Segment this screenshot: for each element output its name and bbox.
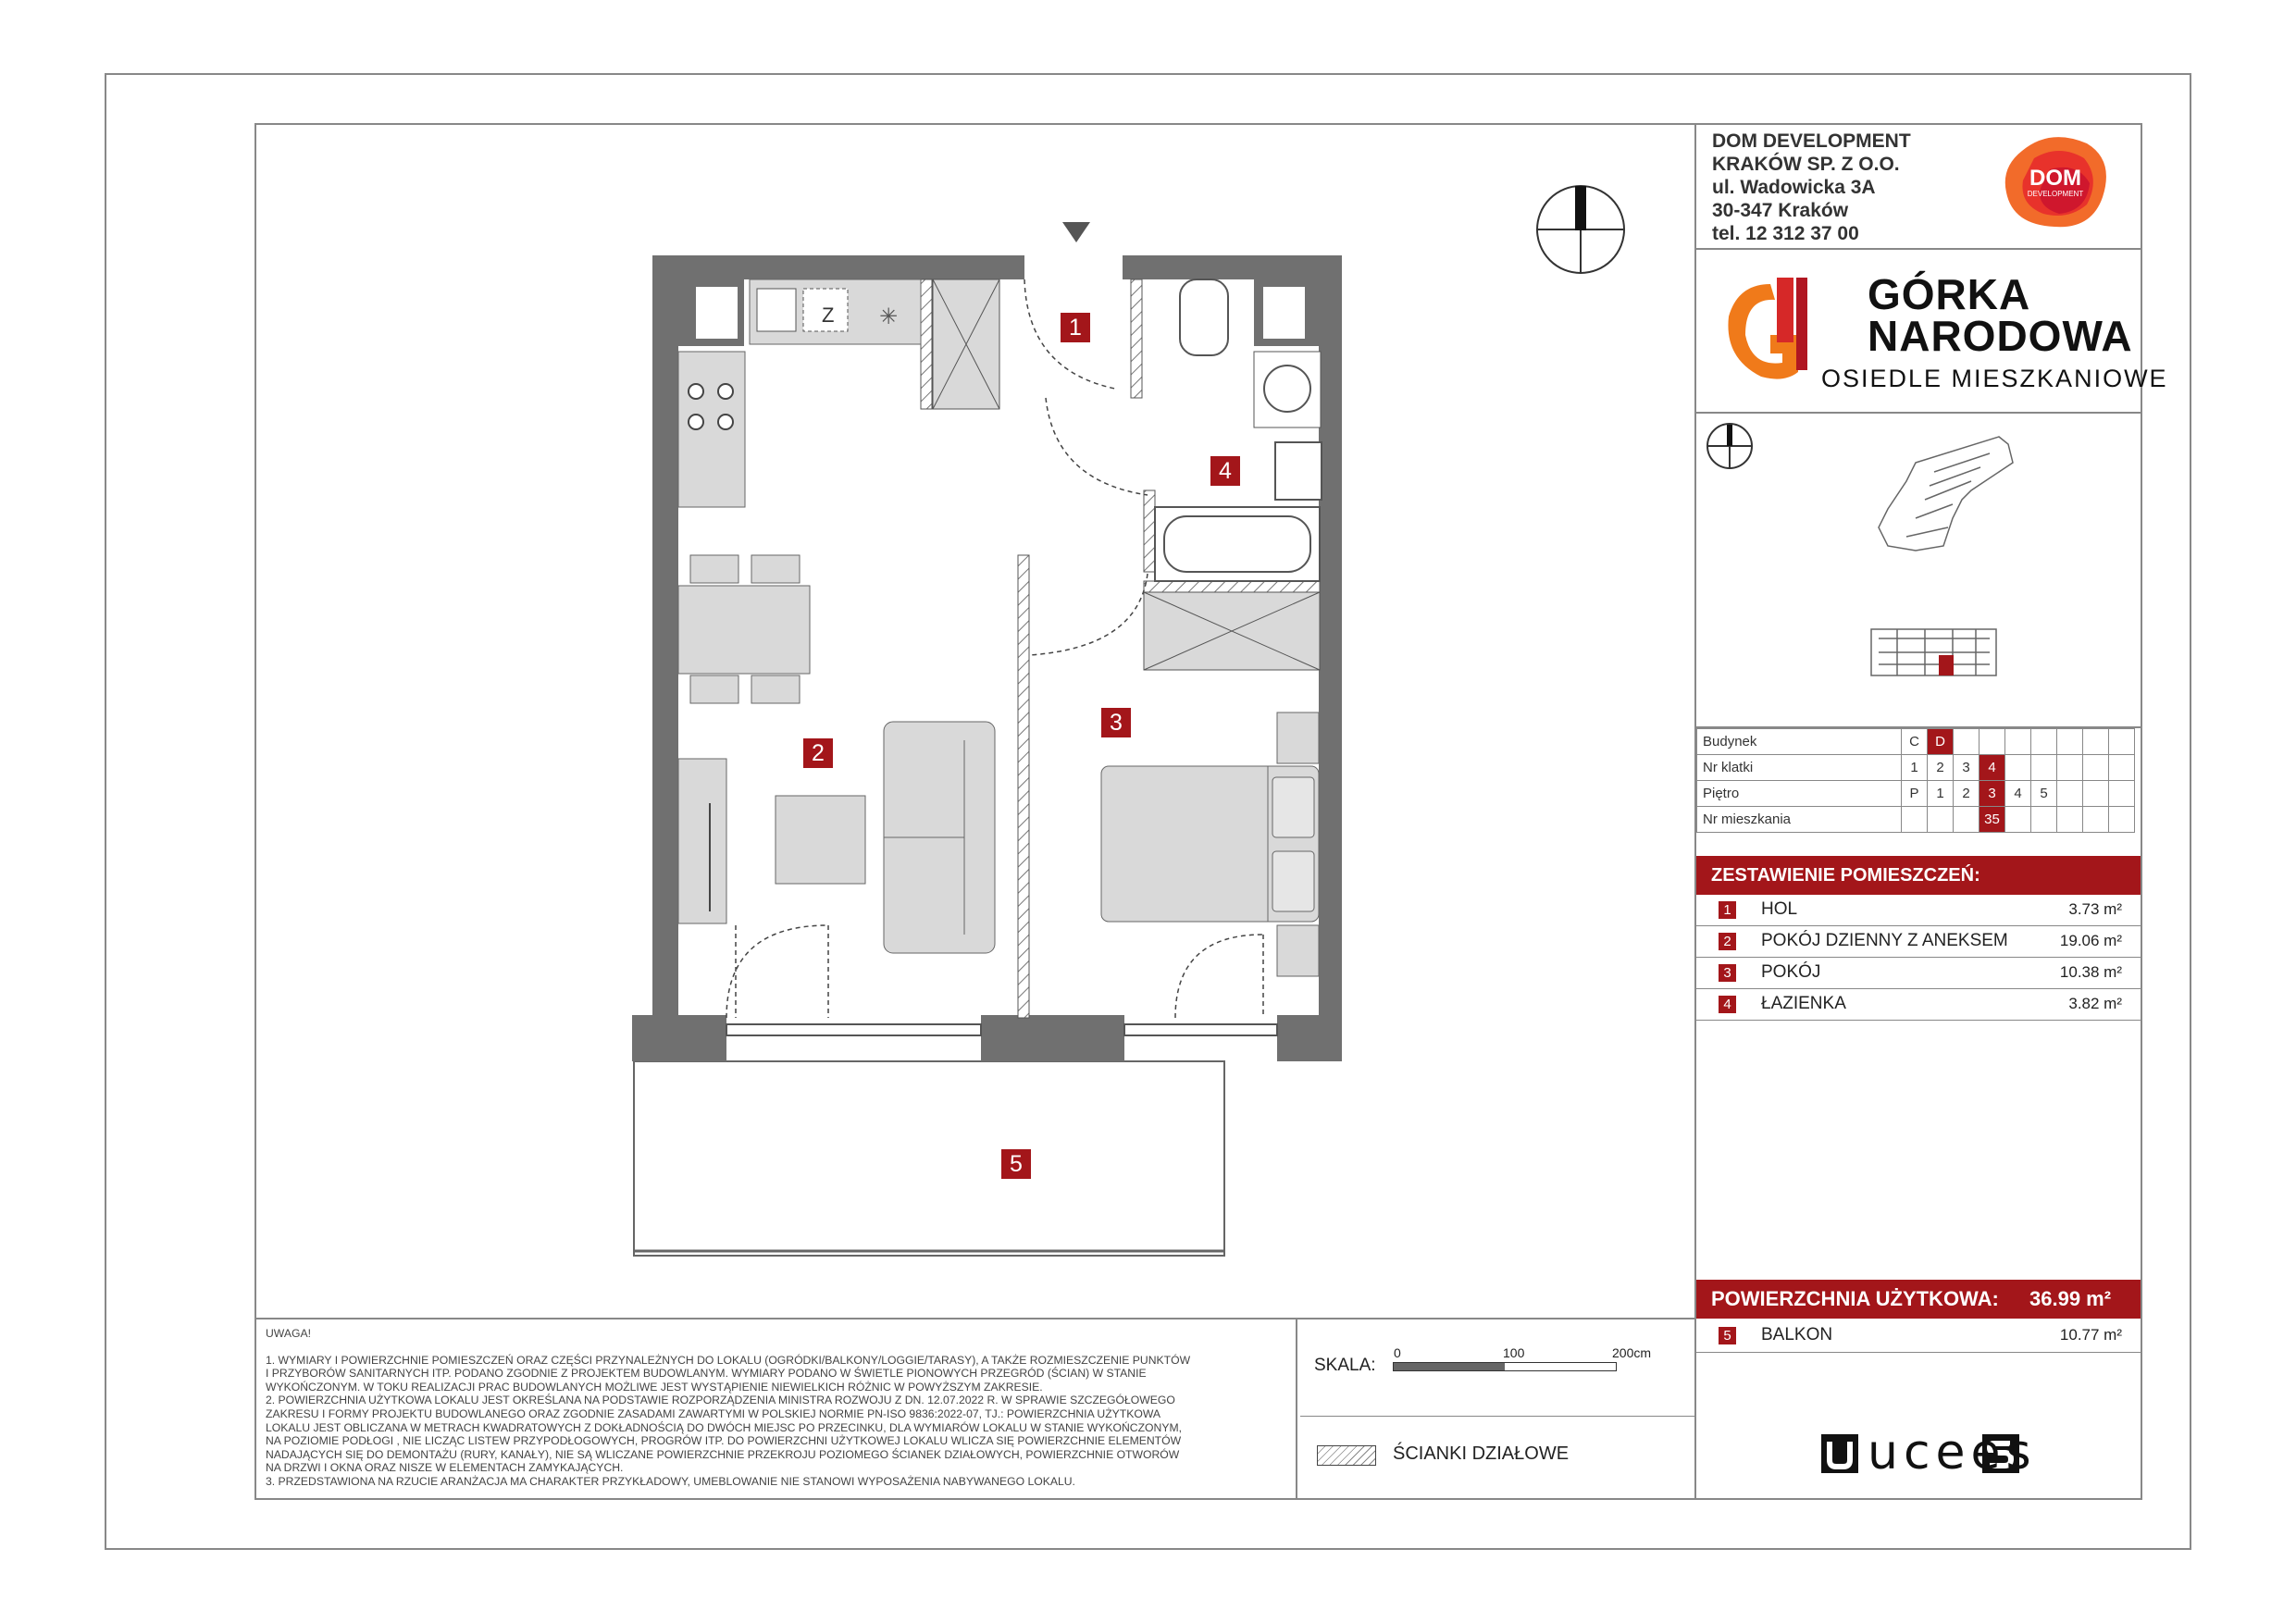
company-info: DOM DEVELOPMENT KRAKÓW SP. Z O.O. ul. Wadowicka 3A 30-347 Kraków tel. 12 312 37 00 bbox=[1712, 130, 1911, 244]
rooms-header: ZESTAWIENIE POMIESZCZEŃ: bbox=[1696, 856, 2141, 895]
apartment-number: 35 bbox=[1980, 807, 2005, 833]
room-row: 4 ŁAZIENKA 3.82 m² bbox=[1696, 989, 2141, 1021]
floor-option[interactable]: 5 bbox=[2031, 781, 2057, 807]
gorka-narodowa-logo bbox=[1719, 270, 1821, 390]
staircase-option[interactable]: 1 bbox=[1902, 755, 1928, 781]
staircase-option[interactable]: 3 bbox=[1954, 755, 1980, 781]
building-option-c[interactable]: C bbox=[1902, 729, 1928, 755]
room-marker: 4 bbox=[1210, 456, 1240, 486]
unit-selector: Budynek C D Nr klatki 1 2 3 4 Piętro P 1 2 3 4 5 Nr mieszkania 35 bbox=[1696, 728, 2135, 833]
staircase-option[interactable]: 2 bbox=[1928, 755, 1954, 781]
room-marker: 1 bbox=[1061, 313, 1090, 342]
scale-legend-divider bbox=[1300, 1416, 1694, 1417]
scale-bar bbox=[1393, 1362, 1617, 1371]
room-row: 3 POKÓJ 10.38 m² bbox=[1696, 958, 2141, 989]
total-area-bar: POWIERZCHNIA UŻYTKOWA: 36.99 m² bbox=[1696, 1280, 2141, 1319]
floor-option[interactable]: P bbox=[1902, 781, 1928, 807]
total-area-value: 36.99 m² bbox=[2029, 1287, 2112, 1310]
svg-text:Z: Z bbox=[822, 304, 835, 327]
north-compass-icon bbox=[1534, 183, 1627, 280]
legend-label: ŚCIANKI DZIAŁOWE bbox=[1393, 1443, 1570, 1464]
floor-option[interactable]: 2 bbox=[1954, 781, 1980, 807]
floor-option[interactable]: 4 bbox=[2005, 781, 2031, 807]
project-title-2: NARODOWA bbox=[1868, 312, 2133, 360]
room-row: 1 HOL 3.73 m² bbox=[1696, 895, 2141, 926]
floor-option[interactable]: 3 bbox=[1980, 781, 2005, 807]
building-option-d[interactable]: D bbox=[1928, 729, 1954, 755]
floor-option[interactable]: 1 bbox=[1928, 781, 1954, 807]
room-marker: 2 bbox=[803, 738, 833, 768]
room-marker: 3 bbox=[1101, 708, 1131, 737]
scale-label: SKALA: bbox=[1314, 1356, 1376, 1375]
notes-divider bbox=[254, 1318, 1696, 1319]
staircase-option[interactable]: 4 bbox=[1980, 755, 2005, 781]
partition-wall-swatch bbox=[1317, 1445, 1376, 1466]
project-subtitle: OSIEDLE MIESZKANIOWE bbox=[1821, 365, 2168, 392]
notes-block: UWAGA! 1. WYMIARY I POWIERZCHNIE POMIESZCZEŃ ORAZ CZĘŚCI PRZYNALEŻNYCH DO LOKALU (OGRÓDKI/BALKONY/LOGGIE/TARASY), A TAKŻE ROZMIESZCZENIE PUNKTÓW I PRZYBORÓW SANITARNYCH ITP. PODANO ZGODNIE Z PROJEKTEM BUDOWLANYM. WYMIARY PODANO W ŚWIETLE PIONOWYCH PRZEGRÓD (ŚCIAN) W STANIE WYKOŃCZONYM. W TOKU REALIZACJI PRAC BUDOWLANYCH MOŻLIWE JEST WYSTĄPIENIE NIEWIELKICH RÓŻNIC W POWYŻSZYM ZAKRESIE. 2. POWIERZCHNIA UŻYTKOWA LOKALU JEST OKREŚLANA NA PODSTAWIE ROZPORZĄDZENIA MINISTRA ROZWOJU Z DN. 12.07.2022 R. W SPRAWIE SZCZEGÓŁOWEGO ZAKRESU I FORMY PROJEKTU BUDOWLANEGO ORAZ ZGODNIE ZASADAMI ZAWARTYMI W POLSKIEJ NORMIE PN-ISO 9836:2022-07, TJ.: POWIERZCHNIA UŻYTKOWA LOKALU JEST OBLICZANA W METRACH KWADRATOWYCH Z DOKŁADNOŚCIĄ DO DWÓCH MIEJSC PO PRZECINKU, DLA WYMIARÓW LOKALU W STANIE WYKOŃCZONYM, NA POZIOMIE PODŁOGI , NIE LICZĄC LISTEW PRZYPODŁOGOWYCH, PROGRÓW ITP. DO POWIERZCHNI UŻYTKOWEJ LOKALU WLICZA SIĘ POWIERZCHNIE ELEMENTÓW NADAJĄCYCH SIĘ DO DEMONTAŻU (RURY, KANAŁY), NIE SĄ WLICZANE POWIERZCHNIE PRZEKROJU POZIOMEGO ŚCIANEK DZIAŁOWYCH, POWIERZCHNIE OTWORÓW NA DRZWI I OKNA ORAZ NISZE W ELEMENTACH ZAMYKAJĄCYCH. 3. PRZEDSTAWIONA NA RZUCIE ARANŻACJA MA CHARAKTER PRZYKŁADOWY, UMEBLOWANIE NIE STANOWI WYPOSAŻENIA NABYWANEGO LOKALU. bbox=[266, 1327, 1191, 1488]
ucees-logo: ucees bbox=[1819, 1432, 2023, 1475]
project-title-1: GÓRKA bbox=[1868, 270, 2031, 318]
room-row: 2 POKÓJ DZIENNY Z ANEKSEM 19.06 m² bbox=[1696, 926, 2141, 958]
floor-plan bbox=[629, 213, 1370, 1272]
site-key-plan bbox=[1860, 426, 2054, 699]
svg-text:✳: ✳ bbox=[879, 304, 899, 329]
balcony-row: 5 BALKON 10.77 m² bbox=[1696, 1320, 2141, 1351]
room-marker: 5 bbox=[1001, 1149, 1031, 1179]
notes-scale-divider bbox=[1296, 1318, 1297, 1500]
site-compass-icon bbox=[1706, 422, 1754, 475]
dom-development-logo: DOM DEVELOPMENT bbox=[1999, 132, 2115, 234]
